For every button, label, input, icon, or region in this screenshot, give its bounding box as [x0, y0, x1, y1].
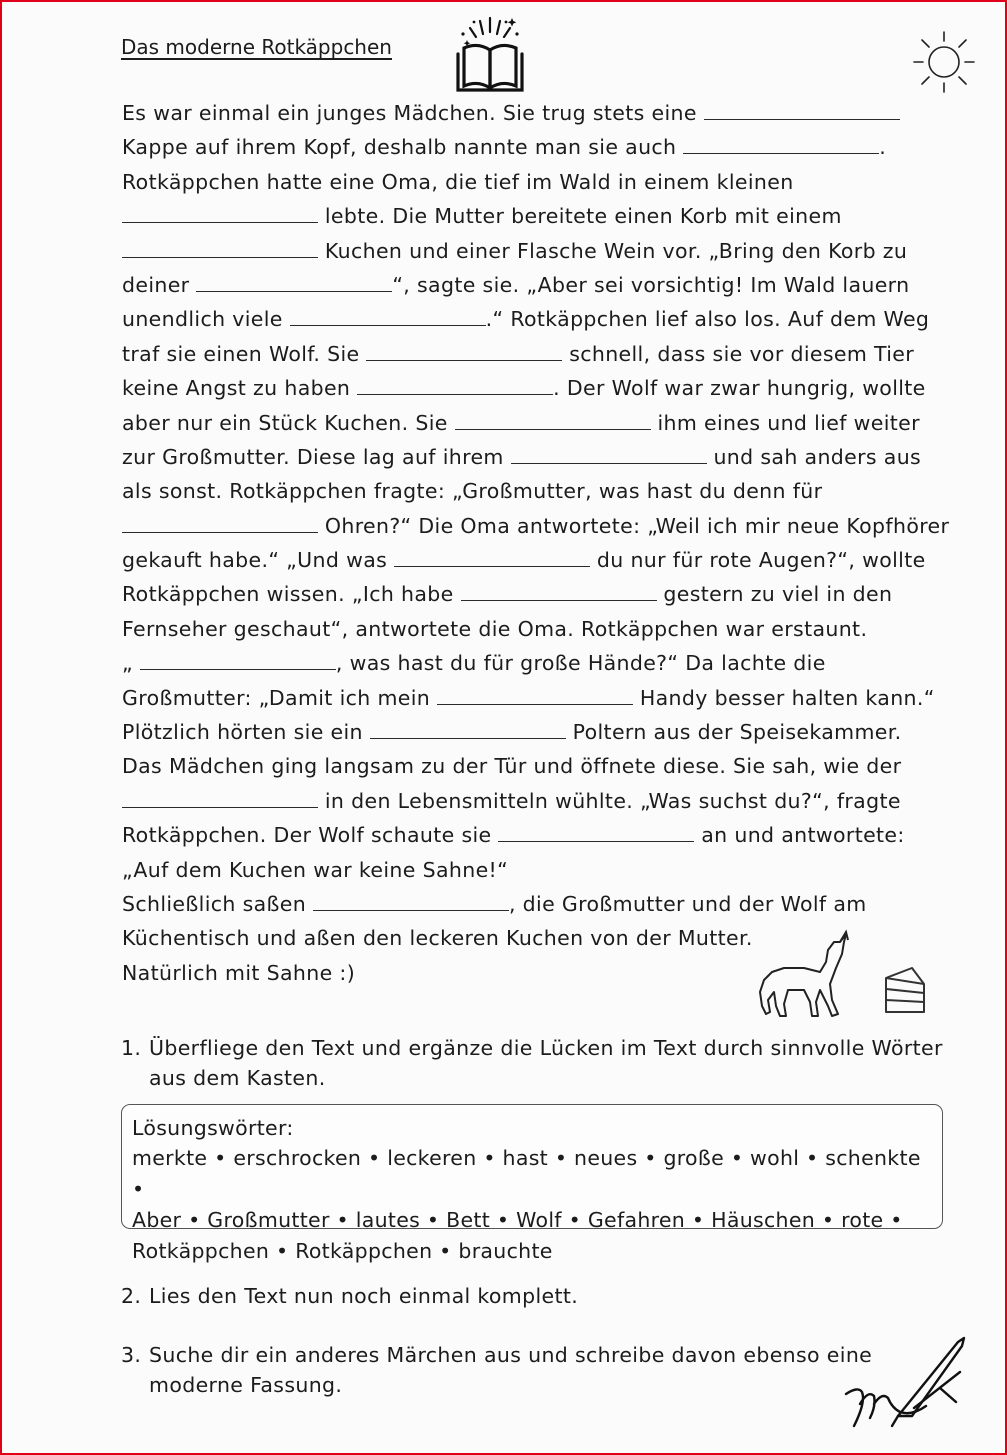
story-text-segment: Rotkäppchen hatte eine Oma, die tief im Wald in einem kleinen: [122, 169, 794, 194]
story-line: [122, 784, 957, 818]
story-text-segment: .“ Rotkäppchen lief also los. Auf dem Weg: [485, 307, 930, 332]
solution-words-box: [121, 1104, 943, 1263]
story-line: [122, 887, 957, 921]
story-text-segment: traf sie einen Wolf. Sie: [122, 341, 367, 366]
fill-in-blank[interactable]: [498, 840, 694, 842]
story-text-segment: gestern zu viel in den: [656, 582, 893, 607]
cake-slice-icon: [878, 962, 930, 1018]
fill-in-blank[interactable]: [313, 909, 509, 911]
story-text-segment: Natürlich mit Sahne :): [122, 960, 356, 985]
fill-in-blank[interactable]: [455, 428, 651, 430]
story-text-segment: Kuchen und einer Flasche Wein vor. „Bring den Korb zu: [318, 238, 908, 263]
fill-in-blank[interactable]: [511, 462, 707, 464]
open-book-sparkle-icon: [450, 12, 530, 92]
story-text-segment: Rotkäppchen wissen. „Ich habe: [122, 582, 461, 607]
story-text-segment: an und antwortete:: [694, 823, 905, 848]
task-3-number: 3.: [121, 1343, 142, 1367]
sun-icon: [908, 26, 980, 98]
story-text-segment: Es war einmal ein junges Mädchen. Sie trug stets eine: [122, 101, 704, 125]
story-text-segment: Rotkäppchen. Der Wolf schaute sie: [122, 823, 499, 848]
fill-in-blank[interactable]: [122, 531, 318, 533]
fill-in-blank[interactable]: [122, 806, 318, 808]
fill-in-blank[interactable]: [394, 565, 590, 567]
task-2: [121, 1281, 578, 1311]
fill-in-blank[interactable]: [290, 324, 486, 326]
story-text-segment: zur Großmutter. Diese lag auf ihrem: [122, 444, 511, 469]
story-line: [122, 268, 957, 302]
task-2-line-1: Lies den Text nun noch einmal komplett.: [149, 1284, 579, 1308]
story-line: [122, 199, 957, 233]
story-line: [122, 646, 957, 680]
fill-in-blank[interactable]: [370, 737, 566, 739]
story-text-segment: Fernseher geschaut“, antwortete die Oma. Rotkäppchen war erstaunt.: [122, 616, 868, 641]
story-line: [122, 681, 957, 715]
story-line: [122, 612, 957, 646]
fill-in-blank[interactable]: [461, 599, 657, 601]
fill-in-blank[interactable]: [122, 221, 318, 223]
story-text-segment: Küchentisch und aßen den leckeren Kuchen von der Mutter.: [122, 926, 753, 951]
story-text-segment: “, sagte sie. „Aber sei vorsichtig! Im Wald lauern: [392, 272, 910, 297]
task-1-number: 1.: [121, 1036, 142, 1060]
page-title: Das moderne Rotkäppchen: [121, 35, 392, 59]
story-text-segment: schnell, dass sie vor diesem Tier: [562, 341, 915, 366]
task-1-line-2: aus dem Kasten.: [149, 1066, 326, 1090]
story-line: [122, 406, 957, 440]
fountain-pen-signature-icon: [840, 1332, 970, 1432]
story-text-segment: ihm eines und lief weiter: [650, 410, 920, 435]
story-text-segment: „: [122, 651, 140, 676]
fill-in-blank[interactable]: [196, 290, 392, 292]
story-line: [122, 853, 957, 887]
story-text-segment: .: [879, 135, 887, 160]
story-text-segment: „Auf dem Kuchen war keine Sahne!“: [122, 857, 509, 882]
story-text-segment: aber nur ein Stück Kuchen. Sie: [122, 410, 455, 435]
story-line: [122, 543, 957, 577]
story-line: [122, 749, 957, 783]
howling-wolf-icon: [754, 928, 854, 1020]
fill-in-blank[interactable]: [437, 703, 633, 705]
solution-words-line-2: Aber • Großmutter • lautes • Bett • Wolf • Gefahren • Häuschen • rote •: [132, 1208, 903, 1232]
story-text-segment: . Der Wolf war zwar hungrig, wollte: [553, 376, 926, 401]
story-line: [122, 818, 957, 852]
story-line: [122, 234, 957, 268]
story-line: [122, 371, 957, 405]
story-text-segment: unendlich viele: [122, 307, 290, 332]
task-1-line-1: Überfliege den Text und ergänze die Lücken im Text durch sinnvolle Wörter: [149, 1036, 943, 1060]
story-text-segment: Schließlich saßen: [122, 891, 313, 916]
task-3-line-2: moderne Fassung.: [149, 1373, 343, 1397]
story-text-segment: Das Mädchen ging langsam zu der Tür und öffnete diese. Sie sah, wie der: [122, 754, 902, 779]
fill-in-blank[interactable]: [357, 393, 553, 395]
story-line: [122, 715, 957, 749]
story-line: [122, 96, 957, 130]
story-text-segment: Handy besser halten kann.“: [632, 685, 935, 710]
fill-in-blank[interactable]: [683, 152, 879, 154]
story-line: [122, 440, 957, 474]
story-text-segment: du nur für rote Augen?“, wollte: [590, 548, 926, 573]
fill-in-blank[interactable]: [122, 256, 318, 258]
story-line: [122, 509, 957, 543]
story-text-segment: lebte. Die Mutter bereitete einen Korb mit einem: [318, 204, 842, 229]
solution-words-heading: Lösungswörter:: [132, 1116, 294, 1140]
task-3-line-1: Suche dir ein anderes Märchen aus und schreibe davon ebenso eine: [149, 1343, 873, 1367]
story-text-segment: Kappe auf ihrem Kopf, deshalb nannte man sie auch: [122, 135, 684, 160]
story-line: [122, 474, 957, 508]
story-text-segment: Ohren?“ Die Oma antwortete: „Weil ich mir neue Kopfhörer: [318, 513, 950, 538]
solution-words-line-1: merkte • erschrocken • leckeren • hast • neues • große • wohl • schenkte •: [132, 1146, 921, 1201]
story-line: [122, 130, 957, 164]
story-line: [122, 577, 957, 611]
task-2-number: 2.: [121, 1284, 142, 1308]
story-line: [122, 337, 957, 371]
story-text-segment: , die Großmutter und der Wolf am: [508, 891, 867, 916]
story-text-segment: Poltern aus der Speisekammer.: [565, 720, 902, 745]
story-text-segment: Plötzlich hörten sie ein: [122, 720, 370, 745]
story-text-segment: keine Angst zu haben: [122, 376, 358, 401]
task-1: [121, 1033, 943, 1093]
story-text-segment: als sonst. Rotkäppchen fragte: „Großmutter, was hast du denn für: [122, 479, 823, 504]
story-text-segment: , was hast du für große Hände?“ Da lachte die: [335, 651, 826, 676]
task-3: [121, 1340, 872, 1400]
story-text-segment: gekauft habe.“ „Und was: [122, 548, 395, 573]
story-text-segment: deiner: [122, 272, 197, 297]
story-line: [122, 302, 957, 336]
story-text: [122, 96, 957, 990]
fill-in-blank[interactable]: [140, 668, 336, 670]
story-text-segment: in den Lebensmitteln wühlte. „Was suchst du?“, fragte: [318, 788, 901, 813]
story-line: [122, 165, 957, 199]
story-text-segment: Großmutter: „Damit ich mein: [122, 685, 437, 710]
fill-in-blank[interactable]: [366, 359, 562, 361]
story-text-segment: und sah anders aus: [706, 444, 922, 469]
fill-in-blank[interactable]: [704, 118, 900, 120]
solution-words-line-3: Rotkäppchen • Rotkäppchen • brauchte: [132, 1239, 553, 1263]
